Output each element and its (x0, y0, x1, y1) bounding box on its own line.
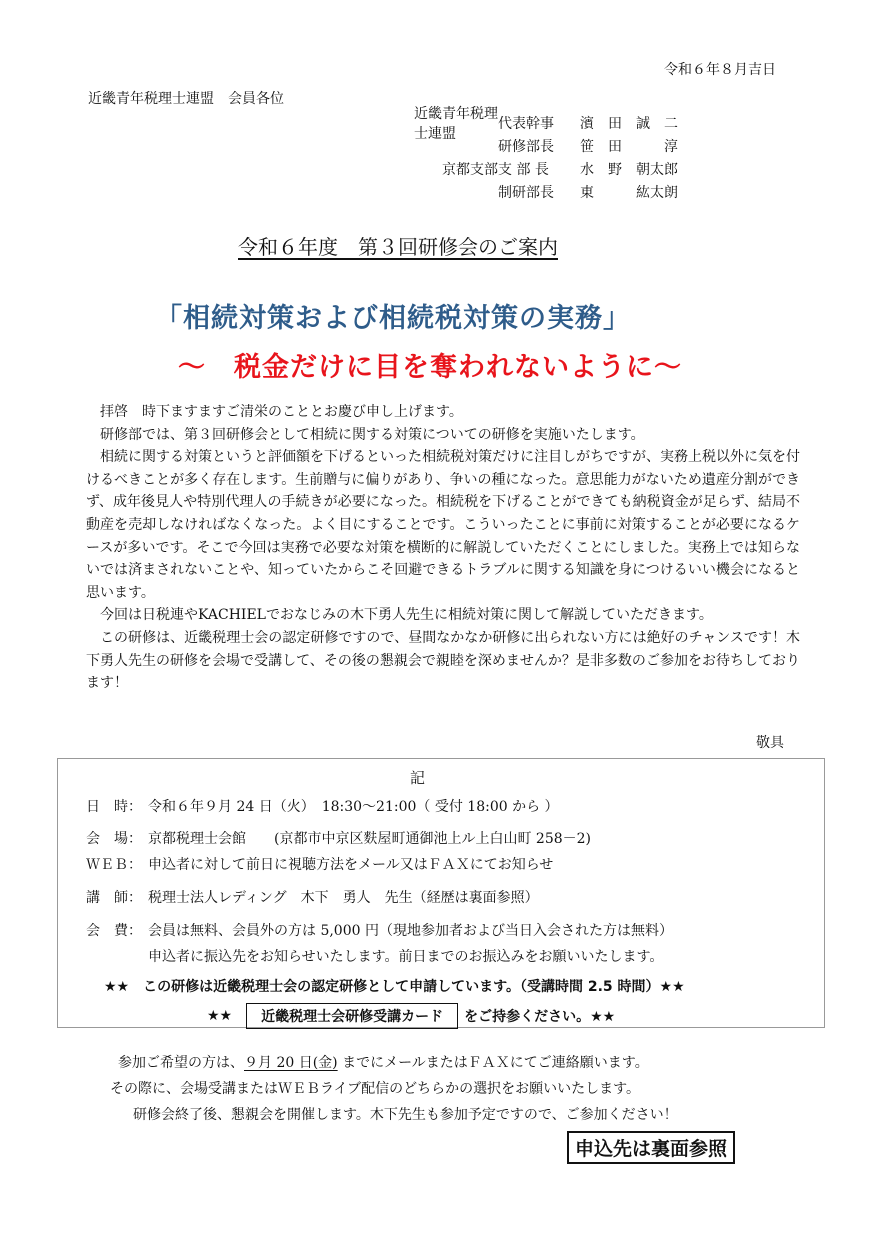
detail-value: 申込者に対して前日に視聴方法をメール又はＦＡＸにてお知らせ (148, 857, 554, 873)
signer-name: 笹 田 淳 (580, 138, 678, 155)
detail-label: 講 師： (86, 890, 142, 906)
detail-label: 会 費： (86, 923, 142, 939)
details-heading: 記 (410, 769, 426, 787)
apply-reference-box: 申込先は裏面参照 (567, 1131, 735, 1164)
attendance-card-label: 近畿税理士会研修受講カード (246, 1003, 458, 1029)
signer-org: 近畿青年税理士連盟 (414, 105, 498, 142)
detail-label: ＷＥＢ： (86, 857, 142, 873)
deadline-suffix: までにメールまたはＦＡＸにてご連絡願います。 (337, 1055, 649, 1071)
detail-fee-note (86, 946, 663, 966)
closing-word: 敬具 (756, 735, 784, 751)
detail-label (86, 946, 148, 966)
detail-value: 令和６年９月 24 日（火） 18:30～21:00（ 受付 18:00 から ） (148, 799, 559, 815)
invitation-paragraph: この研修は、近畿税理士会の認定研修ですので、昼間なかなか研修に出られない方には絶好のチャンスです！木下勇人先生の研修を会場で受講して、その後の懇親会で親睦を深めませんか？是非多数のご参加をお待ちしております！ (86, 629, 800, 692)
signer-name: 東 紘太朗 (580, 184, 678, 201)
social-event-line: 研修会終了後、懇親会を開催します。木下先生も参加予定ですので、ご参加ください！ (133, 1107, 678, 1123)
greeting-paragraph: 拝啓 時下ますますご清栄のこととお慶び申し上げます。 (100, 404, 463, 420)
detail-value: 会員は無料、会員外の方は 5,000 円（現地参加者および当日入会された方は無料） (148, 923, 673, 939)
content-paragraph: 相続に関する対策というと評価額を下げるといった相続税対策だけに注目しがちですが、実務上税以外に気を付けるべきことが多く存在します。生前贈与に偏りがあり、争いの種になった。意思能力がないため遺産分割ができず、成年後見人や特別代理人の手続きが必要になった。相続税を下げることができても納税資金が足らず、結局不動産を売却しなければなくなった。よく目にすることです。こういったことに事前に対策することが必要になるケースが多いです。そこで今回は実務で必要な対策を横断的に解説していただくことにしました。実務上では知らないでは済まされないことや、知っていたからこそ回避できるトラブルに関する知識を身につけるいい機会になると思います。 (86, 449, 800, 601)
signer-role: 研修部長 (498, 138, 554, 155)
detail-datetime (86, 796, 559, 816)
signer-name: 水 野 朝太郎 (580, 161, 678, 178)
deadline-date: ９月 20 日(金) (244, 1055, 338, 1071)
attendance-choice-line: その際に、会場受講またはＷＥＢライブ配信のどちらかの選択をお願いいたします。 (110, 1081, 641, 1097)
registration-deadline-line (118, 1052, 649, 1072)
detail-venue (86, 828, 591, 848)
signers-block (414, 105, 688, 203)
signer-row (414, 157, 688, 180)
lecturer-paragraph: 今回は日税連やKACHIELでおなじみの木下勇人先生に相続対策に関して解説していただきます。 (100, 607, 713, 624)
card-notice-text: をご持参ください。★★ (464, 1009, 616, 1025)
signer-row (414, 180, 688, 203)
detail-lecturer (86, 887, 539, 907)
issue-date: 令和６年８月吉日 (664, 62, 776, 78)
star-mark: ★★ (207, 1008, 233, 1024)
signer-name: 濱 田 誠 二 (580, 115, 678, 132)
body-text (86, 401, 800, 695)
recipient: 近畿青年税理士連盟 会員各位 (88, 91, 284, 107)
certification-notice: ★★ この研修は近畿税理士会の認定研修として申請しています。（受講時間 2.5 時間）★★ (104, 979, 685, 995)
seminar-subtitle: ～ 税金だけに目を奪われないように～ (178, 352, 682, 383)
signer-role: 代表幹事 (498, 115, 554, 132)
document-heading: 令和６年度 第３回研修会のご案内 (238, 235, 558, 259)
signer-role: 支 部 長 (498, 161, 549, 178)
detail-value: 京都税理士会館 (京都市中京区麩屋町通御池上ル上白山町 258－2) (148, 831, 592, 847)
detail-value: 申込者に振込先をお知らせいたします。前日までのお振込みをお願いいたします。 (148, 949, 664, 965)
detail-label: 会 場： (86, 831, 142, 847)
signer-row (414, 105, 688, 142)
seminar-title: 「相続対策および相続税対策の実務」 (155, 303, 631, 334)
detail-web (86, 854, 553, 874)
detail-label: 日 時： (86, 799, 142, 815)
detail-fee (86, 920, 673, 940)
signer-role: 制研部長 (498, 184, 554, 201)
signer-org: 京都支部 (442, 161, 498, 178)
card-notice (207, 1003, 615, 1029)
intro-paragraph: 研修部では、第３回研修会として相続に関する対策についての研修を実施いたします。 (100, 426, 645, 443)
deadline-prefix: 参加ご希望の方は、 (118, 1055, 244, 1071)
detail-value: 税理士法人レディング 木下 勇人 先生（経歴は裏面参照） (148, 890, 539, 906)
